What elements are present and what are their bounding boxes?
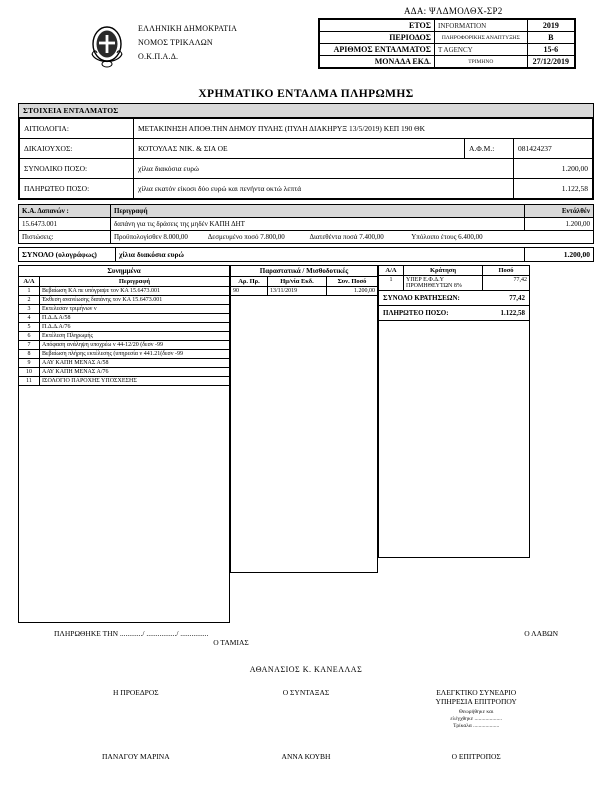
row-index: 10	[19, 368, 40, 377]
header-value-number: 15-6	[527, 44, 574, 56]
kae-row-code: 15.6473.001	[19, 218, 111, 231]
signature-president-title: Η ΠΡΟΕΔΡΟΣ	[112, 688, 159, 697]
signature-preparer-title: Ο ΣΥΝΤΑΞΑΣ	[282, 688, 330, 697]
details-row-total	[20, 159, 593, 179]
document-amount: 1.200,00	[327, 287, 378, 296]
label-payable-amount: ΠΛΗΡΩΤΕΟ ΠΟΣΟ:	[20, 179, 134, 199]
kae-header-row	[19, 205, 594, 218]
list-item	[19, 287, 230, 296]
value-reason: ΜΕΤΑΚΙΝΗΣΗ ΑΠΟΘ.ΤΗΝ ΔΗΜΟΥ ΠΥΛΗΣ (ΠΥΛΗ ΔΙΑΚΗΡΥΞ 13/5/2019) ΚΕΠ 190 ΘΚ	[134, 119, 593, 139]
row-text: Βεβαίωση πλήρης εκτέλεσης (υπηρεσία ν 441.21(δεσν -99	[40, 350, 230, 359]
kae-row-amount: 1.200,00	[525, 218, 594, 231]
label-beneficiary: ΔΙΚΑΙΟΥΧΟΣ:	[20, 139, 134, 159]
attachments-caption: Συνημμένα	[18, 265, 230, 276]
header-eng-3: T AGENCY	[435, 44, 528, 56]
label-total-amount: ΣΥΝΟΛΙΚΟ ΠΟΣΟ:	[20, 159, 134, 179]
deduction-index: 1	[379, 276, 404, 291]
documents-column	[230, 265, 378, 623]
documents-header-amount: Συν. Ποσό	[327, 277, 378, 287]
list-item	[19, 296, 230, 305]
header-value-date: 27/12/2019	[527, 56, 574, 68]
kae-credit-row	[19, 231, 594, 244]
attachments-table	[18, 276, 230, 386]
kae-frame	[18, 204, 594, 244]
stamp-line-2: ελέγχθηκε ....................	[450, 716, 502, 722]
signature-row-names	[18, 752, 594, 761]
row-text: Βεβαίωση ΚΑ πε υπόγραψε τον ΚΑ 15.6473.001	[40, 287, 230, 296]
greek-coat-of-arms-icon	[86, 20, 128, 72]
credit-allocated-label: Διατεθέντα ποσά	[309, 233, 358, 241]
row-text: Π.Δ.Δ.Α/58	[40, 314, 230, 323]
signature-president-name: ΠΑΝΑΓΟΥ ΜΑΡΙΝΑ	[101, 752, 170, 761]
attachments-header-num: Α/Α	[19, 277, 40, 287]
header-value-year: 2019	[527, 20, 574, 32]
row-text: ΑΑΥ ΚΑΠΗ ΜΕΝΑΣ Α/58	[40, 359, 230, 368]
row-index: 9	[19, 359, 40, 368]
credit-budget	[114, 233, 206, 241]
kae-header-desc: Περιγραφή	[111, 205, 525, 218]
audit-line-1: ΕΛΕΓΚΤΙΚΟ ΣΥΝΕΔΡΙΟ	[436, 688, 517, 697]
list-item	[19, 359, 230, 368]
signature-row-titles	[18, 688, 594, 730]
header-label-year: ΕΤΟΣ	[320, 20, 435, 32]
label-afm: Α.Φ.Μ.:	[465, 139, 514, 159]
deductions-column	[378, 265, 530, 623]
header-row-date	[320, 56, 575, 68]
credit-committed	[208, 233, 308, 241]
header-label-date: ΜΟΝΑΔΑ ΕΚΔ.	[320, 56, 435, 68]
list-item	[19, 341, 230, 350]
org-line-1: ΕΛΛΗΝΙΚΗ ΔΗΜΟΚΡΑΤΙΑ	[138, 24, 238, 33]
documents-header-num: Αρ. Πρ.	[231, 277, 268, 287]
credit-allocated-value: 7.400,00	[359, 233, 384, 241]
document-date: 13/11/2019	[268, 287, 327, 296]
documents-header-row	[231, 277, 378, 287]
row-index: 2	[19, 296, 40, 305]
kae-header-amount: Εντάλθέν	[525, 205, 594, 218]
value-beneficiary: ΚΟΤΟΥΛΑΣ ΝΙΚ. & ΣΙΑ ΟΕ	[134, 139, 465, 159]
credit-balance-label: Υπόλοιπο έτους	[411, 233, 457, 241]
cashier-label: Ο ΤΑΜΙΑΣ	[213, 638, 249, 647]
attachments-column	[18, 265, 230, 623]
list-item	[19, 323, 230, 332]
details-row-beneficiary	[20, 139, 593, 159]
row-index: 7	[19, 341, 40, 350]
header-row-year	[320, 20, 575, 32]
row-index: 1	[19, 287, 40, 296]
details-row-reason	[20, 119, 593, 139]
grand-total-row	[19, 248, 594, 262]
header-value-period: Β	[527, 32, 574, 44]
deductions-header-desc: Κράτηση	[404, 266, 483, 276]
attachments-blank-area	[18, 386, 230, 623]
deduction-desc: ΥΠΕΡ Ε.Φ.Δ.Υ ΠΡΟΜΗΘΕΥΤΩΝ 8%	[404, 276, 483, 291]
credit-allocated	[310, 233, 410, 241]
table-row	[379, 276, 530, 291]
document-header	[18, 18, 594, 86]
row-text: ΙΣΟΛΟΓΙΟ ΠΑΡΟΧΗΣ ΥΠΟΣΧΕΣΗΣ	[40, 377, 230, 386]
header-label-number: ΑΡΙΘΜΟΣ ΕΝΤΑΛΜΑΤΟΣ	[320, 44, 435, 56]
credit-budget-value: 8.000,00	[163, 233, 188, 241]
stamp-line-1: Θεωρήθηκε και	[458, 709, 494, 715]
payable-total-amount: 1.122,58	[500, 309, 525, 317]
row-text: Έκθεση ανανέωσης δαπάνης τον ΚΑ 15.6473.001	[40, 296, 230, 305]
grand-total-words: χίλια διακόσια ευρώ	[116, 248, 525, 262]
attachments-header-row	[19, 277, 230, 287]
kae-credit-values	[111, 231, 594, 244]
grand-total-table	[18, 247, 594, 262]
header-row-period	[320, 32, 575, 44]
header-info-box	[318, 18, 576, 69]
kae-header-code: Κ.Α. Δαπανών :	[19, 205, 111, 218]
list-item	[19, 314, 230, 323]
deductions-blank-area	[378, 321, 530, 558]
header-label-period: ΠΕΡΙΟΔΟΣ	[320, 32, 435, 44]
deductions-summary	[378, 291, 530, 321]
value-payable-words: χίλια εκατόν είκοσι δύο ευρώ και πενήντα οκτώ λεπτά	[134, 179, 514, 199]
paid-on-text: ΠΛΗΡΩΘΗΚΕ ΤΗΝ ............/ ................/ ...............	[54, 629, 209, 638]
value-total-words: χίλια διακόσια ευρώ	[134, 159, 514, 179]
deduction-amount: 77,42	[483, 276, 530, 291]
entalma-details-frame	[18, 103, 594, 200]
credit-balance	[411, 233, 482, 241]
documents-header-date: Ημ/νία Εκδ.	[268, 277, 327, 287]
signature-audit-office	[392, 688, 560, 730]
value-total-amount: 1.200,00	[514, 159, 593, 179]
row-index: 11	[19, 377, 40, 386]
kae-row-desc: δαπάνη για τις δράσεις της μηδέν ΚΑΠΗ ΔΗΤ	[111, 218, 525, 231]
table-row	[231, 287, 378, 296]
row-index: 6	[19, 332, 40, 341]
row-index: 4	[19, 314, 40, 323]
row-text: Εκτέλεση Πληρωμής	[40, 332, 230, 341]
row-text: ΑΑΥ ΚΑΠΗ ΜΕΝΑΣ Α/76	[40, 368, 230, 377]
section-bar-details: ΣΤΟΙΧΕΙΑ ΕΝΤΑΛΜΑΤΟΣ	[19, 104, 593, 118]
deductions-header-row	[379, 266, 530, 276]
value-afm: 081424237	[514, 139, 593, 159]
deductions-total-label: ΣΥΝΟΛΟ ΚΡΑΤΗΣΕΩΝ:	[383, 294, 460, 302]
list-item	[19, 377, 230, 386]
kae-table	[18, 204, 594, 244]
header-small-2: ΤΡΙΜΗΝΟ	[435, 56, 528, 68]
label-reason: ΑΙΤΙΟΛΟΓΙΑ:	[20, 119, 134, 139]
details-row-payable	[20, 179, 593, 199]
deductions-total-row	[379, 291, 529, 306]
document-number: 90	[231, 287, 268, 296]
documents-blank-area	[230, 296, 378, 573]
row-text: Απόφαση ανάληψη υποχρέω ν 44-12/20 (δεσν -99	[40, 341, 230, 350]
credit-committed-label: Δεσμευμένο ποσό	[207, 233, 259, 241]
kae-credit-label: Πιστώσεις:	[19, 231, 111, 244]
value-payable-amount: 1.122,58	[514, 179, 593, 199]
payable-total-row	[379, 306, 529, 320]
row-index: 3	[19, 305, 40, 314]
deductions-total-amount: 77,42	[509, 294, 525, 302]
organization-block	[138, 22, 237, 64]
row-text: Εκτελεσαν τριμήνων ν	[40, 305, 230, 314]
document-title: ΧΡΗΜΑΤΙΚΟ ΕΝΤΑΛΜΑ ΠΛΗΡΩΜΗΣ	[198, 88, 414, 100]
receiver-label: Ο ΛΑΒΩΝ	[524, 629, 558, 638]
deductions-header-amount: Ποσό	[483, 266, 530, 276]
list-item	[19, 350, 230, 359]
paid-line-row	[18, 629, 594, 638]
documents-caption: Παραστατικά / Μισθοδοτικές	[230, 265, 378, 276]
signature-preparer-name: ΑΝΝΑ ΚΟΥΒΗ	[281, 752, 331, 761]
grand-total-label: ΣΥΝΟΛΟ (ολογράφως)	[19, 248, 116, 262]
org-line-2: ΝΟΜΟΣ ΤΡΙΚΑΛΩΝ	[138, 38, 213, 47]
official-name: ΑΘΑΝΑΣΙΟΣ Κ. ΚΑΝΕΛΛΑΣ	[249, 665, 363, 674]
audit-stamp	[392, 709, 560, 730]
grand-total-amount: 1.200,00	[525, 248, 594, 262]
stamp-line-3: Τρίκαλα ...................	[453, 723, 500, 729]
list-item	[19, 332, 230, 341]
header-small-1: ΠΛΗΡΟΦΟΡΙΚΗΣ ΑΝΑΠΤΥΞΗΣ	[435, 32, 528, 44]
org-line-3: Ο.Κ.Π.Α.Δ.	[138, 52, 179, 61]
header-eng-1: INFORMATION	[435, 20, 528, 32]
columns-area	[18, 265, 594, 623]
attachments-header-desc: Περιγραφή	[40, 277, 230, 287]
row-text: Π.Δ.Δ.Α/76	[40, 323, 230, 332]
audit-line-2: ΥΠΗΡΕΣΙΑ ΕΠΙΤΡΟΠΟΥ	[435, 697, 517, 706]
row-index: 8	[19, 350, 40, 359]
details-table	[19, 118, 593, 199]
signature-commissioner-label: Ο ΕΠΙΤΡΟΠΟΣ	[451, 752, 501, 761]
list-item	[19, 305, 230, 314]
ada-code: ΑΔΑ: ΨΛΔΜΟΛΘΧ-ΣΡ2	[404, 6, 503, 16]
deductions-table	[378, 265, 530, 291]
credit-committed-value: 7.800,00	[260, 233, 285, 241]
credit-balance-value: 6.400,00	[458, 233, 483, 241]
kae-row	[19, 218, 594, 231]
deductions-header-num: Α/Α	[379, 266, 404, 276]
list-item	[19, 368, 230, 377]
header-row-number	[320, 44, 575, 56]
credit-budget-label: Προϋπολογίσθεν	[114, 233, 162, 241]
row-index: 5	[19, 323, 40, 332]
payable-total-label: ΠΛΗΡΩΤΕΟ ΠΟΣΟ:	[383, 309, 449, 317]
documents-table	[230, 276, 378, 296]
